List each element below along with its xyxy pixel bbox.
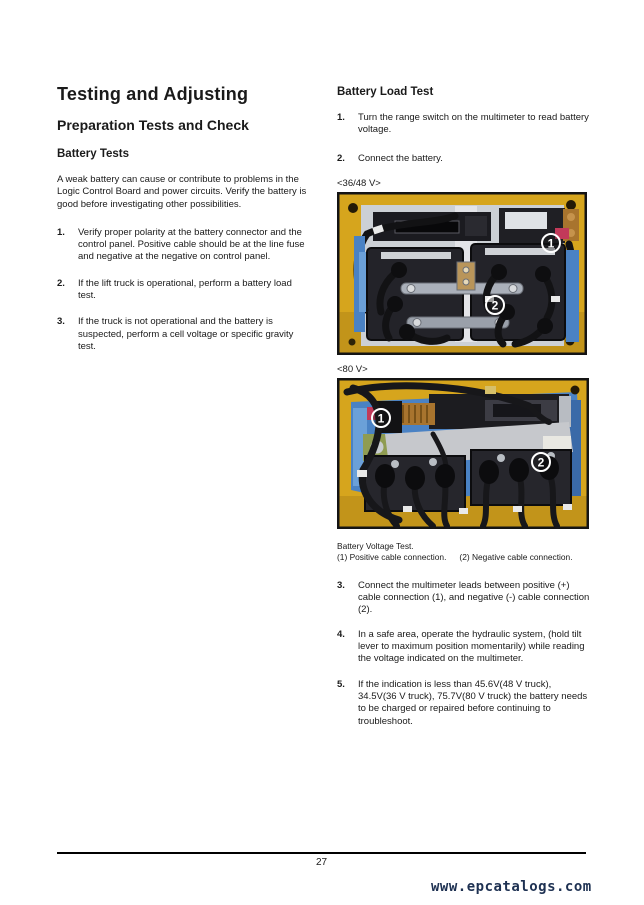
step-text: Turn the range switch on the multimeter to read battery voltage. bbox=[358, 112, 589, 136]
list-item bbox=[337, 679, 590, 728]
footer-divider bbox=[57, 852, 586, 854]
intro-paragraph: A weak battery can cause or contribute to problems in the Logic Control Board and power circuits. Verify the battery is good before investigating other possibilities. bbox=[57, 174, 307, 210]
figure-caption bbox=[337, 541, 590, 563]
list-item bbox=[57, 227, 309, 264]
step-text: In a safe area, operate the hydraulic system, (hold tilt lever to maximum position momentarily) while reading the voltage indicated on the multimeter. bbox=[358, 628, 585, 665]
section-heading-battery-tests: Battery Tests bbox=[57, 148, 130, 160]
step-number: 4. bbox=[337, 628, 345, 640]
step-number: 3. bbox=[337, 579, 345, 591]
step-text: Connect the multimeter leads between positive (+) cable connection (1), and negative (-) cable connection (2). bbox=[358, 579, 590, 616]
step-number: 2. bbox=[337, 152, 345, 164]
callout-2-marker bbox=[532, 453, 550, 471]
page-number: 27 bbox=[315, 857, 328, 868]
step-number: 3. bbox=[57, 316, 65, 328]
step-number: 5. bbox=[337, 678, 345, 690]
step-number: 1. bbox=[337, 112, 345, 123]
step-text: If the truck is not operational and the battery is suspected, perform a cell voltage or specific gravity test. bbox=[78, 316, 294, 352]
caption-items bbox=[337, 552, 590, 563]
step-number: 2. bbox=[57, 277, 65, 289]
page-title: Testing and Adjusting bbox=[57, 84, 249, 104]
list-item bbox=[57, 278, 309, 303]
list-item bbox=[337, 153, 590, 165]
caption-item-2: (2) Negative cable connection. bbox=[459, 551, 573, 562]
right-column bbox=[337, 86, 590, 742]
svg-text:1: 1 bbox=[547, 236, 555, 251]
left-column bbox=[57, 84, 309, 367]
corner-bolt-hole bbox=[571, 385, 580, 394]
caption-title: Battery Voltage Test. bbox=[337, 540, 414, 551]
step-text: Verify proper polarity at the battery connector and the control panel. Positive cable should be at the line fuse and negative at the negative on control panel. bbox=[78, 226, 305, 263]
step-number: 1. bbox=[57, 226, 65, 238]
callout-1-marker bbox=[372, 409, 390, 427]
step-text: If the indication is less than 45.6V(48 V truck), 34.5V(36 V truck), 75.7V(80 V truck) the battery needs to be charged or repaired before continuing to troubleshoot. bbox=[358, 678, 588, 727]
step-text: Connect the battery. bbox=[358, 152, 443, 164]
step-text: If the lift truck is operational, perform a battery load test. bbox=[78, 277, 292, 302]
list-item bbox=[57, 316, 309, 353]
list-item bbox=[337, 112, 590, 137]
figure-label-36-48v: <36/48 V> bbox=[337, 177, 381, 189]
section-heading-battery-load-test: Battery Load Test bbox=[337, 86, 434, 98]
chapter-subtitle: Preparation Tests and Check bbox=[57, 117, 249, 133]
callout-2-marker bbox=[486, 296, 504, 314]
svg-text:2: 2 bbox=[537, 455, 545, 470]
watermark-link[interactable]: www.epcatalogs.com bbox=[431, 879, 592, 895]
list-item bbox=[337, 629, 590, 666]
figure-label-80v: <80 V> bbox=[337, 363, 368, 375]
callout-1-marker bbox=[542, 234, 560, 252]
battery-photo-80v bbox=[337, 378, 589, 529]
caption-item-1: (1) Positive cable connection. bbox=[337, 551, 447, 562]
svg-text:1: 1 bbox=[377, 411, 385, 426]
svg-text:2: 2 bbox=[491, 298, 499, 313]
battery-photo-36-48v bbox=[337, 192, 587, 355]
list-item bbox=[337, 580, 590, 617]
